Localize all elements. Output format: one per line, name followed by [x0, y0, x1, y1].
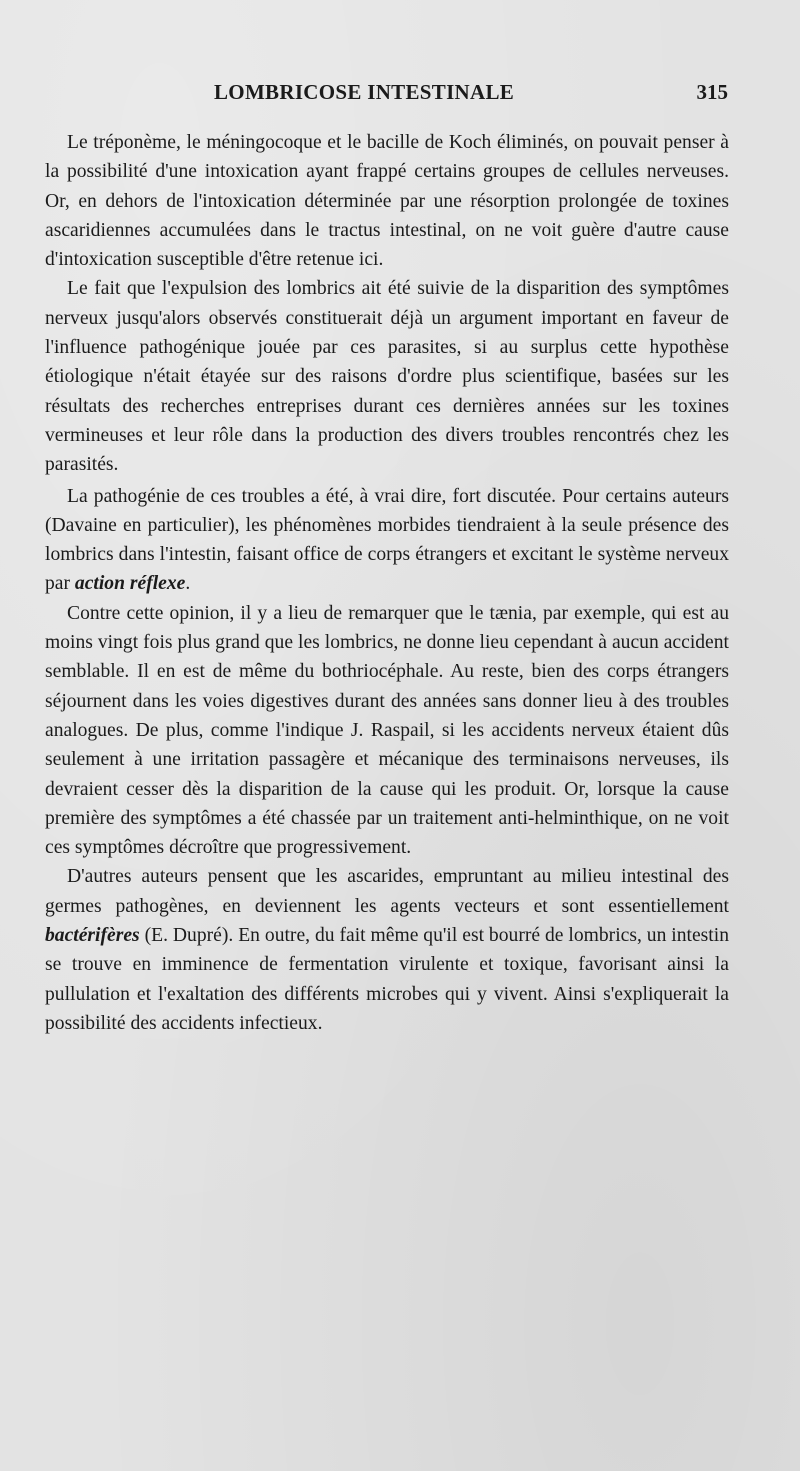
paragraph-5-text-after: (E. Dupré). En outre, du fait même qu'il est bourré de lombrics, un intestin se trouve en imminence de fermentation virulente et toxique, favorisant ainsi la pullulation et l'exaltation des différents microbes qui y vivent. Ainsi s'expliquerait la possibilité des accidents infectieux. [45, 925, 729, 1034]
paragraph-5 [45, 862, 729, 1038]
paragraph-5-text-before: D'autres auteurs pensent que les ascarides, empruntant au milieu intestinal des germes pathogènes, en deviennent les agents vecteurs et sont essentiellement [45, 866, 729, 917]
paragraph-2-text: Le fait que l'expulsion des lombrics ait été suivie de la disparition des symptômes nerveux jusqu'alors observés constituerait déjà un argument important en faveur de l'influence pathogénique jouée par ces parasites, si au surplus cette hypothèse étiologique n'était étayée sur des raisons d'ordre plus scientifique, basées sur les résultats des recherches entreprises durant ces dernières années sur les toxines vermineuses et leur rôle dans la production des divers troubles rencontrés chez les parasités. [45, 278, 729, 476]
paragraph-4 [45, 599, 729, 863]
paragraph-3-text-before: La pathogénie de ces troubles a été, à vrai dire, fort discutée. Pour certains auteurs (Davaine en particulier), les phénomènes morbides tiendraient à la seule présence des lombrics dans l'intestin, faisant office de corps étrangers et excitant le système nerveux par [45, 485, 729, 595]
paragraph-4-text: Contre cette opinion, il y a lieu de remarquer que le tænia, par exemple, qui est au moins vingt fois plus grand que les lombrics, ne donne lieu cependant à aucun accident semblable. Il en est de même du bothriocéphale. Au reste, bien des corps étrangers séjournent dans les voies digestives durant des années sans donner lieu à des troubles analogues. De plus, comme l'indique J. Raspail, si les accidents nerveux étaient dûs seulement à une irritation passagère et mécanique des terminaisons nerveuses, ils devraient cesser dès la disparition de la cause qui les produit. Or, lorsque la cause première des symptômes a été chassée par un traitement anti-helminthique, on ne voit ces symptômes décroître que progressivement. [45, 602, 729, 859]
paragraph-5-emphasis: bactérifères [45, 925, 140, 947]
body-text [45, 128, 729, 1038]
paragraph-2 [45, 274, 729, 479]
paragraph-1-text: Le tréponème, le méningocoque et le bacille de Koch éliminés, on pouvait penser à la possibilité d'une intoxication ayant frappé certains groupes de cellules nerveuses. Or, en dehors de l'intoxication déterminée par une résorption prolongée de toxines ascaridiennes accumulées dans le tractus intestinal, on ne voit guère d'autre cause d'intoxication susceptible d'être retenue ici. [45, 132, 729, 271]
paragraph-3 [45, 482, 729, 599]
page-number: 315 [696, 80, 728, 104]
paragraph-3-emphasis: action réflexe [74, 573, 186, 595]
paragraph-3-text-after: . [185, 573, 191, 595]
paragraph-1 [45, 128, 729, 274]
running-title: LOMBRICOSE INTESTINALE [214, 80, 515, 104]
page-header [0, 80, 800, 110]
